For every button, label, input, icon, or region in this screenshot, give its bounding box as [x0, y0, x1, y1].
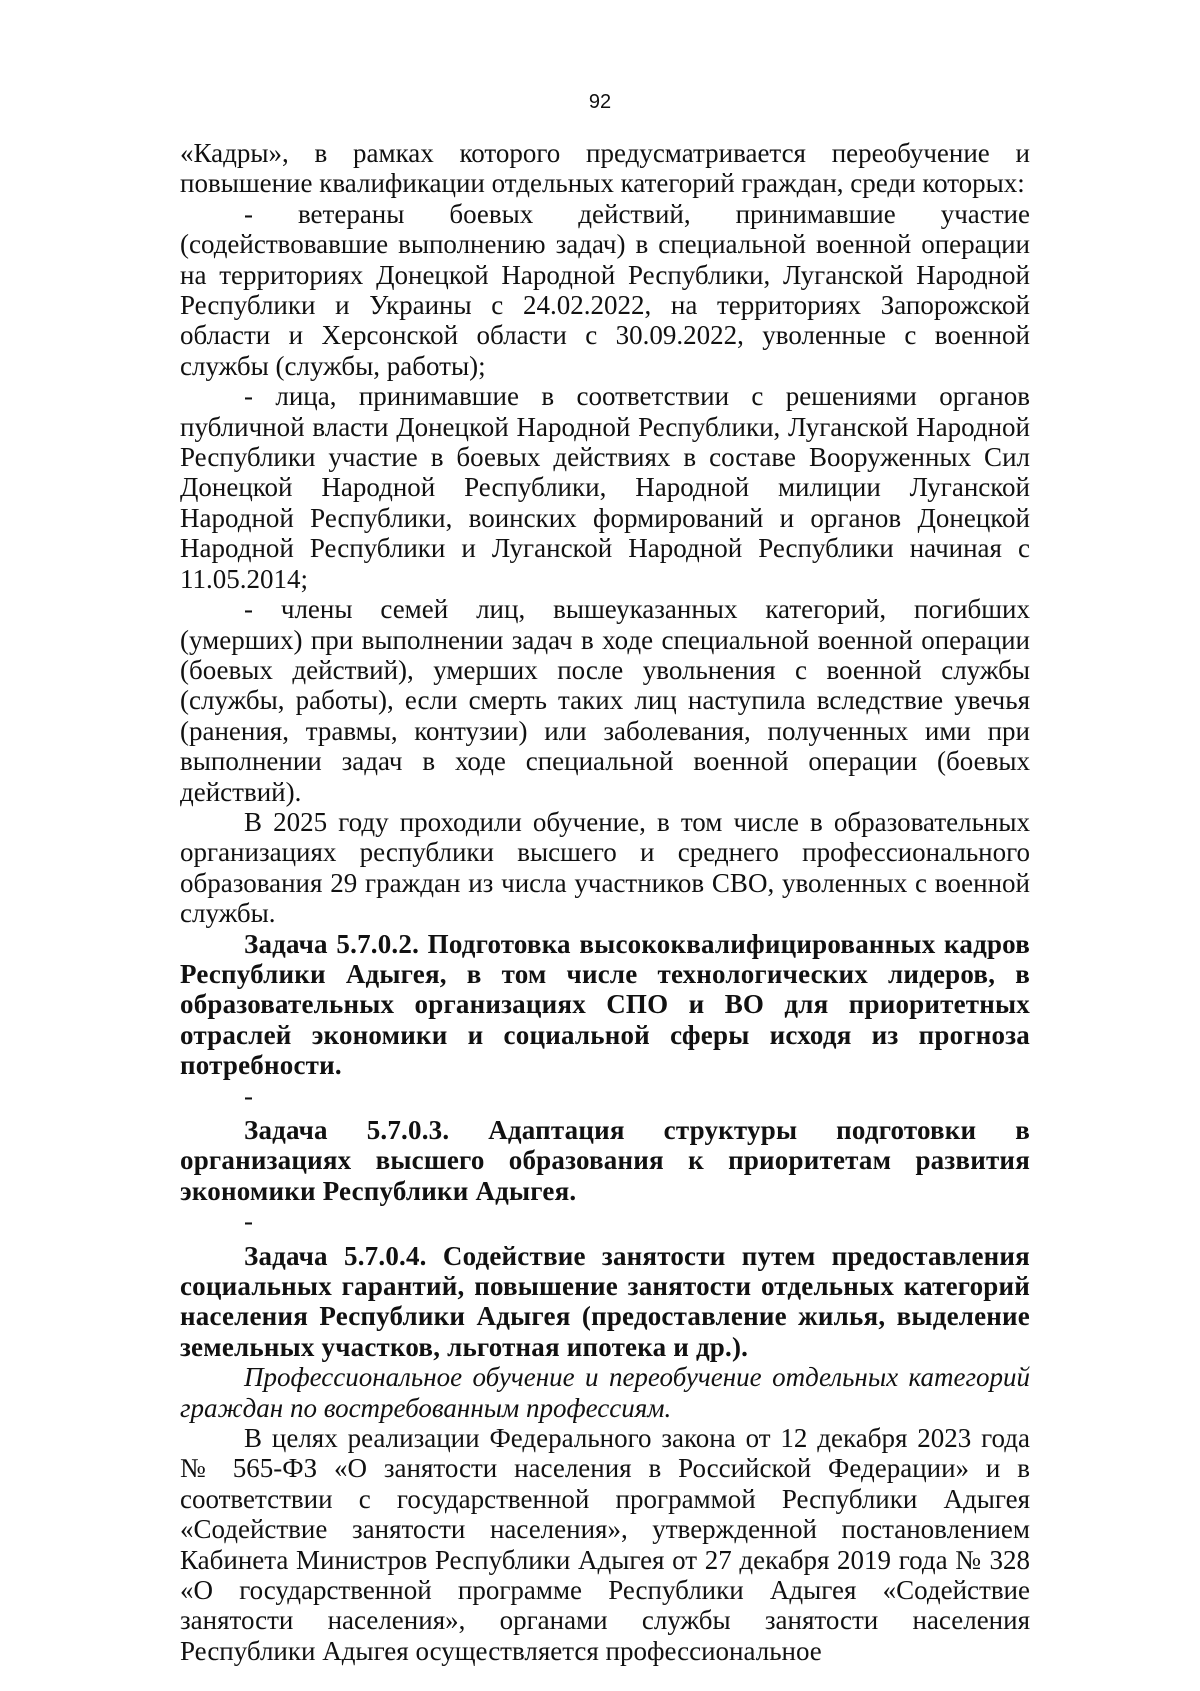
paragraph-2025-training: В 2025 году проходили обучение, в том числе в образовательных организациях республики высшего и среднего профессионального образования 29 граждан из числа участников СВО, уволенных с военной службы. [180, 806, 1030, 929]
italic-subheading-training: Профессиональное обучение и переобучение отдельных категорий граждан по востребованным профессиям. [180, 1362, 1030, 1423]
paragraph-federal-law: В целях реализации Федерального закона от 12 декабря 2023 года № 565-ФЗ «О занятости населения в Российской Федерации» и в соответствии с государственной программой Республики Адыгея «Содействие занятости населения», утвержденной постановлением Кабинета Министров Республики Адыгея от 27 декабря 2019 года № 328 «О государственной программе Республики Адыгея «Содействие занятости населения», органами службы занятости населения Республики Адыгея осуществляется профессиональное [180, 1423, 1030, 1666]
task-heading-5-7-0-2: Задача 5.7.0.2. Подготовка высококвалифицированных кадров Республики Адыгея, в том числе технологических лидеров, в образовательных организациях СПО и ВО для приоритетных отраслей экономики и социальной сферы исходя из прогноза потребности. [180, 928, 1030, 1081]
task-heading-5-7-0-4: Задача 5.7.0.4. Содействие занятости путем предоставления социальных гарантий, повышение занятости отдельных категорий населения Республики Адыгея (предоставление жилья, выделение земельных участков, льготная ипотека и др.). [180, 1240, 1030, 1362]
list-item-veterans: - ветераны боевых действий, принимавшие участие (содействовавшие выполнению задач) в специальной военной операции на территориях Донецкой Народной Республики, Луганской Народной Республики и Украины с 24.02.2022, на территориях Запорожской области и Херсонской области с 30.09.2022, уволенные с военной службы (службы, работы); [180, 198, 1030, 381]
list-item-family-members: - члены семей лиц, вышеуказанных категорий, погибших (умерших) при выполнении задач в ходе специальной военной операции (боевых действий), умерших после увольнения с военной службы (службы, работы), если смерть таких лиц наступила вследствие увечья (ранения, травмы, контузии) или заболевания, полученных ими при выполнении задач в ходе специальной военной операции (боевых действий). [180, 594, 1030, 807]
list-item-dnr-lnr-participants: - лица, принимавшие в соответствии с решениями органов публичной власти Донецкой Народной Республики, Луганской Народной Республики участие в боевых действиях в составе Вооруженных Сил Донецкой Народной Республики, Народной милиции Луганской Народной Республики, воинских формирований и органов Донецкой Народной Республики и Луганской Народной Республики начиная с 11.05.2014; [180, 381, 1030, 594]
paragraph-kadry-intro: «Кадры», в рамках которого предусматривается переобучение и повышение квалификации отдельных категорий граждан, среди которых: [180, 138, 1030, 199]
document-body [180, 138, 1030, 1666]
empty-dash-item: - [244, 1080, 253, 1111]
empty-dash-item: - [244, 1206, 253, 1237]
page-number: 92 [588, 91, 612, 113]
task-heading-5-7-0-3: Задача 5.7.0.3. Адаптация структуры подготовки в организациях высшего образования к приоритетам развития экономики Республики Адыгея. [180, 1114, 1030, 1206]
